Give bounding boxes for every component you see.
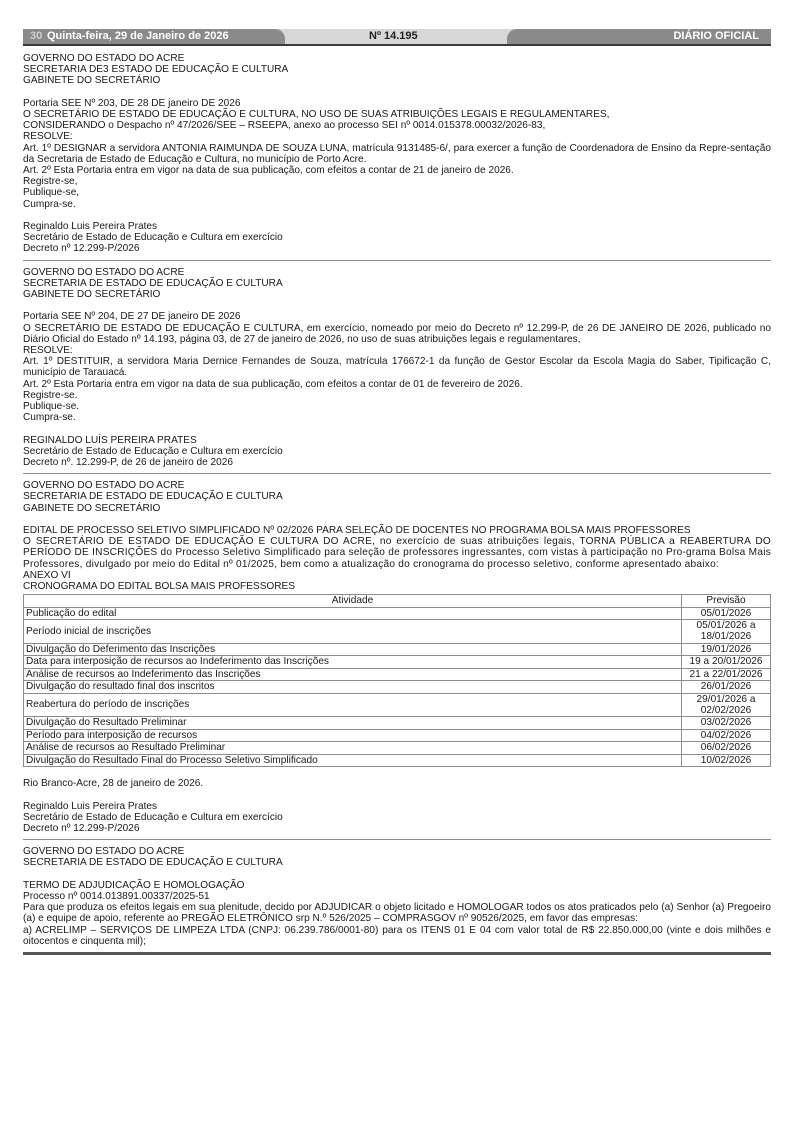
date-cell	[682, 656, 771, 668]
act-title: EDITAL DE PROCESSO SELETIVO SIMPLIFICADO Nº 02/2026 PARA SELEÇÃO DE DOCENTES NO PROGRAMA BOLSA MAIS PROFESSORES	[23, 525, 691, 537]
resolve-label: RESOLVE:	[23, 131, 73, 143]
act-title: Portaria SEE Nº 203, DE 28 DE janeiro DE 2026	[23, 97, 241, 109]
date-cell	[682, 754, 771, 766]
annex-label: ANEXO VI	[23, 569, 71, 581]
page-content	[23, 53, 771, 955]
column-header-date: Previsão	[682, 595, 771, 607]
article-2: Art. 2º Esta Portaria entra em vigor na data de sua publicação, com efeitos a contar de 21 de janeiro de 2026.	[23, 165, 514, 177]
publication-title: DIÁRIO OFICIAL	[673, 30, 759, 42]
table-row	[24, 668, 771, 680]
table-row	[24, 681, 771, 693]
date-text: 26/01/2026	[700, 681, 752, 693]
org-secretariat: SECRETARIA DE ESTADO DE EDUCAÇÃO E CULTURA	[23, 277, 283, 289]
activity-cell: Publicação do edital	[24, 607, 682, 619]
date-text-end: 02/02/2026	[700, 704, 752, 716]
section-divider	[23, 839, 771, 840]
column-header-activity: Atividade	[24, 595, 682, 607]
closing-line: Publique-se,	[23, 187, 80, 199]
article-1: Art. 1º DESIGNAR a servidora ANTONIA RAIMUNDA DE SOUZA LUNA, matrícula 9131485-6/, para exercer a função de Coordenadora de Ensino da Repre-sentação da Secretaria de Estado de Educação e Cultura, no município de Porto Acre.	[23, 142, 771, 165]
table-row	[24, 693, 771, 717]
table-row	[24, 754, 771, 766]
schedule-table	[23, 594, 771, 767]
date-cell	[682, 742, 771, 754]
table-row	[24, 607, 771, 619]
date-text: 21 a 22/01/2026	[689, 668, 763, 680]
closing-line: Cumpra-se.	[23, 412, 76, 424]
closing-line: Registre-se.	[23, 389, 78, 401]
resolve-label: RESOLVE:	[23, 345, 73, 357]
portaria-203	[23, 53, 771, 255]
date-text: 19/01/2026	[700, 643, 752, 655]
date-cell	[682, 620, 771, 644]
article-2: Art. 2º Esta Portaria entra em vigor na data de sua publicação, com efeitos a contar de 01 de fevereiro de 2026.	[23, 378, 523, 390]
date-cell	[682, 643, 771, 655]
date-text: 06/02/2026	[700, 742, 752, 754]
paragraph: Para que produza os efeitos legais em sua plenitude, decido por ADJUDICAR o objeto licitado e HOMOLOGAR todos os atos praticados pelo (a) Senhor (a) Pregoeiro (a) e equipe de apoio, referente ao PREGÃO ELETRÔNICO srp N.º 526/2025 – COMPRASGOV nº 90526/2025, em favor das empresas:	[23, 902, 771, 925]
signatory-decree: Decreto nº 12.299-P/2026	[23, 822, 140, 834]
table-row	[24, 729, 771, 741]
signatory-decree: Decreto nº. 12.299-P, de 26 de janeiro de 2026	[23, 457, 234, 469]
date-cell	[682, 681, 771, 693]
date-cell	[682, 729, 771, 741]
activity-cell: Período para interposição de recursos	[24, 729, 682, 741]
activity-cell: Reabertura do período de inscrições	[24, 693, 682, 717]
paragraph: O SECRETÁRIO DE ESTADO DE EDUCAÇÃO E CULTURA, em exercício, nomeado por meio do Decreto nº 12.299-P, de 26 DE JANEIRO DE 2026, publicado no Diário Oficial do Estado nº 14.193, página 03, de 27 de janeiro de 2026, no uso de suas atribuições legais e regulamentares,	[23, 322, 771, 345]
activity-cell: Análise de recursos ao Indeferimento das Inscrições	[24, 668, 682, 680]
closing-line: Registre-se,	[23, 176, 78, 188]
org-office: GABINETE DO SECRETÁRIO	[23, 502, 161, 514]
date-text: 10/02/2026	[700, 754, 752, 766]
date-text: 29/01/2026 a	[696, 693, 756, 705]
org-secretariat: SECRETARIA DE ESTADO DE EDUCAÇÃO E CULTURA	[23, 491, 283, 503]
section-divider	[23, 473, 771, 474]
activity-cell: Divulgação do Resultado Preliminar	[24, 717, 682, 729]
signatory-role: Secretário de Estado de Educação e Cultura em exercício	[23, 811, 283, 823]
paragraph: O SECRETÁRIO DE ESTADO DE EDUCAÇÃO E CULTURA DO ACRE, no exercício de suas atribuições legais, TORNA PÚBLICA a REABERTURA DO PERÍODO DE INSCRIÇÕES do Processo Seletivo Simplificado para seleção de professores ingressantes, com vistas à participação no Pro-grama Bolsa Mais Professores, divulgado por meio do Edital nº 01/2025, bem como a atualização do cronograma do processo seletivo, conforme apresentado abaixo:	[23, 536, 771, 570]
date-cell	[682, 693, 771, 717]
org-secretariat: SECRETARIA DE ESTADO DE EDUCAÇÃO E CULTURA	[23, 857, 283, 869]
signatory-name: Reginaldo Luis Pereira Prates	[23, 221, 158, 233]
org-office: GABINETE DO SECRETÁRIO	[23, 289, 161, 301]
date-cell	[682, 668, 771, 680]
paragraph: a) ACRELIMP – SERVIÇOS DE LIMPEZA LTDA (CNPJ: 06.239.786/0001-80) para os ITENS 01 E 04 com valor total de R$ 22.850.000,00 (vinte e dois milhões e oitocentos e cinquenta mil);	[23, 924, 771, 947]
page-bottom-rule	[23, 952, 771, 955]
date-text: 05/01/2026	[700, 607, 752, 619]
date-text: 03/02/2026	[700, 717, 752, 729]
signatory-role: Secretário de Estado de Educação e Cultura em exercício	[23, 445, 283, 457]
table-header-row	[24, 595, 771, 607]
org-secretariat: SECRETARIA DE3 ESTADO DE EDUCAÇÃO E CULTURA	[23, 64, 289, 76]
date-cell	[682, 607, 771, 619]
page-number: 30	[30, 30, 43, 42]
closing-line: Publique-se.	[23, 401, 80, 413]
table-row	[24, 643, 771, 655]
table-row	[24, 742, 771, 754]
section-divider	[23, 260, 771, 261]
org-name: GOVERNO DO ESTADO DO ACRE	[23, 480, 185, 492]
table-row	[24, 717, 771, 729]
activity-cell: Análise de recursos ao Resultado Preliminar	[24, 742, 682, 754]
activity-cell: Divulgação do Resultado Final do Processo Seletivo Simplificado	[24, 754, 682, 766]
table-row	[24, 656, 771, 668]
org-name: GOVERNO DO ESTADO DO ACRE	[23, 53, 185, 64]
paragraph: CONSIDERANDO o Despacho nº 47/2026/SEE – RSEEPA, anexo ao processo SEI nº 0014.015378.00032/2026-83,	[23, 120, 546, 132]
activity-cell: Data para interposição de recursos ao Indeferimento das Inscrições	[24, 656, 682, 668]
activity-cell: Período inicial de inscrições	[24, 620, 682, 644]
date-text: 19 a 20/01/2026	[689, 656, 763, 668]
activity-cell: Divulgação do Deferimento das Inscrições	[24, 643, 682, 655]
org-name: GOVERNO DO ESTADO DO ACRE	[23, 846, 185, 858]
page-header	[23, 29, 771, 46]
org-office: GABINETE DO SECRETÁRIO	[23, 75, 161, 87]
process-number: Processo nº 0014.013891.00337/2025-51	[23, 890, 210, 902]
issue-date: Quinta-feira, 29 de Janeiro de 2026	[47, 30, 229, 42]
date-text: 05/01/2026 a	[696, 620, 756, 632]
date-text: 04/02/2026	[700, 729, 752, 741]
signatory-decree: Decreto nº 12.299-P/2026	[23, 243, 140, 255]
org-name: GOVERNO DO ESTADO DO ACRE	[23, 266, 185, 278]
signatory-role: Secretário de Estado de Educação e Cultura em exercício	[23, 232, 283, 244]
signatory-name: Reginaldo Luis Pereira Prates	[23, 800, 158, 812]
article-1: Art. 1º DESTITUIR, a servidora Maria Dernice Fernandes de Souza, matrícula 176672-1 da função de Gestor Escolar da Escola Magia do Saber, Tipificação C, município de Tarauacá.	[23, 356, 771, 379]
act-title: TERMO DE ADJUDICAÇÃO E HOMOLOGAÇÃO	[23, 879, 245, 891]
date-cell	[682, 717, 771, 729]
place-date: Rio Branco-Acre, 28 de janeiro de 2026.	[23, 778, 204, 790]
table-title: CRONOGRAMA DO EDITAL BOLSA MAIS PROFESSORES	[23, 581, 296, 593]
activity-cell: Divulgação do resultado final dos inscritos	[24, 681, 682, 693]
paragraph: O SECRETÁRIO DE ESTADO DE EDUCAÇÃO E CULTURA, NO USO DE SUAS ATRIBUIÇÕES LEGAIS E REGULAMENTARES,	[23, 109, 610, 120]
portaria-204	[23, 267, 771, 469]
edition-number: Nº 14.195	[369, 30, 418, 42]
table-row	[24, 620, 771, 644]
edital-02-2026	[23, 480, 771, 834]
termo-adjudicacao	[23, 846, 771, 947]
date-text-end: 18/01/2026	[700, 631, 752, 643]
closing-line: Cumpra-se.	[23, 198, 76, 210]
signatory-name: REGINALDO LUÍS PEREIRA PRATES	[23, 434, 197, 446]
act-title: Portaria SEE Nº 204, DE 27 DE janeiro DE 2026	[23, 311, 241, 323]
